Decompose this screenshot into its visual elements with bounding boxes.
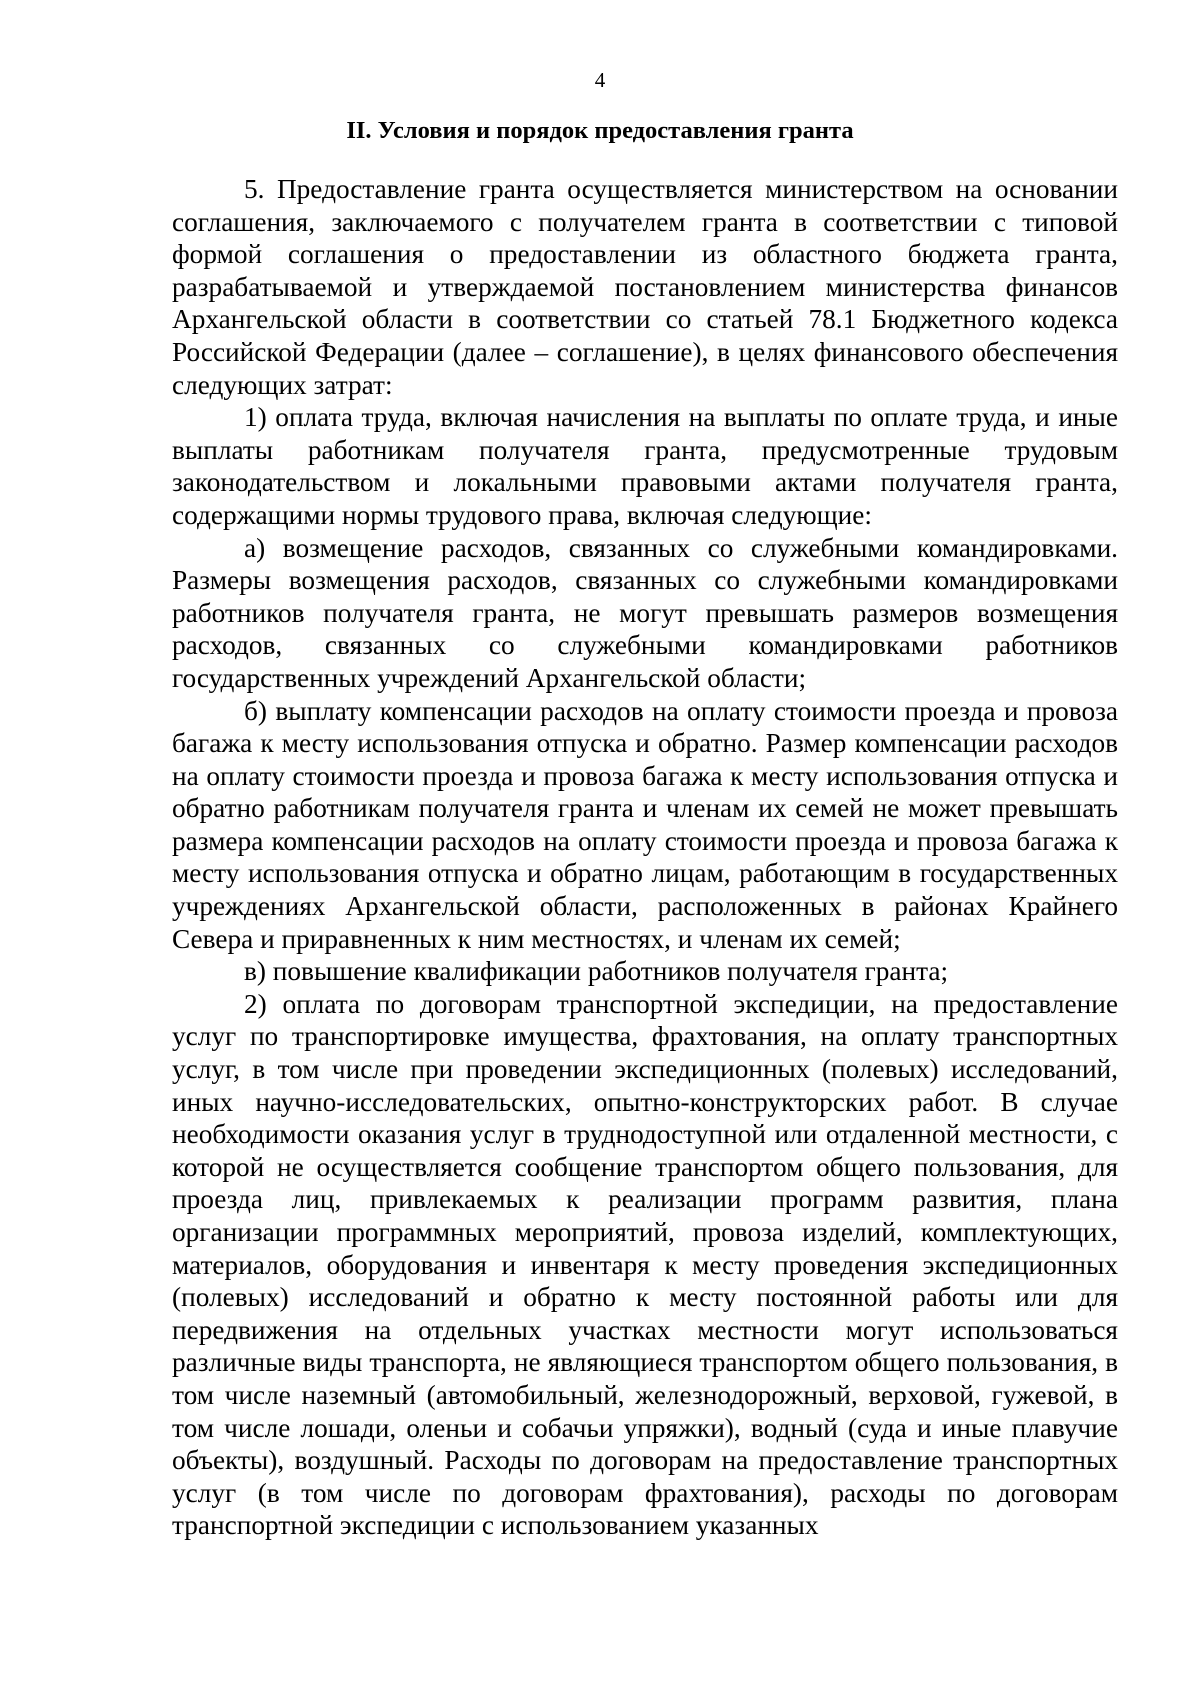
- page-number: 4: [594, 68, 606, 92]
- document-body: [172, 173, 1118, 1542]
- paragraph-subitem-2: 2) оплата по договорам транспортной экспедиции, на предоставление услуг по транспортировке имущества, фрахтования, на оплату транспортных услуг, в том числе при проведении экспедиционных (полевых) исследований, иных научно-исследовательских, опытно-конструкторских работ. В случае необходимости оказания услуг в труднодоступной или отдаленной местности, с которой не осуществляется сообщение транспортом общего пользования, для проезда лиц, привлекаемых к реализации программ развития, плана организации программных мероприятий, провоза изделий, комплектующих, материалов, оборудования и инвентаря к месту проведения экспедиционных (полевых) исследований и обратно к месту постоянной работы или для передвижения на отдельных участках местности могут использоваться различные виды транспорта, не являющиеся транспортом общего пользования, в том числе наземный (автомобильный, железнодорожный, верховой, гужевой, в том числе лошади, оленьи и собачьи упряжки), водный (суда и иные плавучие объекты), воздушный. Расходы по договорам на предоставление транспортных услуг (в том числе по договорам фрахтования), расходы по договорам транспортной экспедиции с использованием указанных: [172, 988, 1118, 1541]
- paragraph-subitem-1: 1) оплата труда, включая начисления на выплаты по оплате труда, и иные выплаты работникам получателя гранта, предусмотренные трудовым законодательством и локальными правовыми актами получателя гранта, содержащими нормы трудового права, включая следующие:: [172, 402, 1118, 530]
- paragraph-subitem-b: б) выплату компенсации расходов на оплату стоимости проезда и провоза багажа к месту использования отпуска и обратно. Размер компенсации расходов на оплату стоимости проезда и провоза багажа к месту использования отпуска и обратно работникам получателя гранта и членам их семей не может превышать размера компенсации расходов на оплату стоимости проезда и провоза багажа к месту использования отпуска и обратно лицам, работающим в государственных учреждениях Архангельской области, расположенных в районах Крайнего Севера и приравненных к ним местностях, и членам их семей;: [172, 695, 1118, 954]
- section-heading: II. Условия и порядок предоставления гранта: [346, 117, 854, 144]
- paragraph-item-5: 5. Предоставление гранта осуществляется министерством на основании соглашения, заключаемого с получателем гранта в соответствии с типовой формой соглашения о предоставлении из областного бюджета гранта, разрабатываемой и утверждаемой постановлением министерства финансов Архангельской области в соответствии со статьей 78.1 Бюджетного кодекса Российской Федерации (далее – соглашение), в целях финансового обеспечения следующих затрат:: [172, 174, 1118, 400]
- paragraph-subitem-a: а) возмещение расходов, связанных со служебными командировками. Размеры возмещения расходов, связанных со служебными командировками работников получателя гранта, не могут превышать размеров возмещения расходов, связанных со служебными командировками работников государственных учреждений Архангельской области;: [172, 532, 1118, 693]
- paragraph-subitem-v: в) повышение квалификации работников получателя гранта;: [244, 956, 949, 987]
